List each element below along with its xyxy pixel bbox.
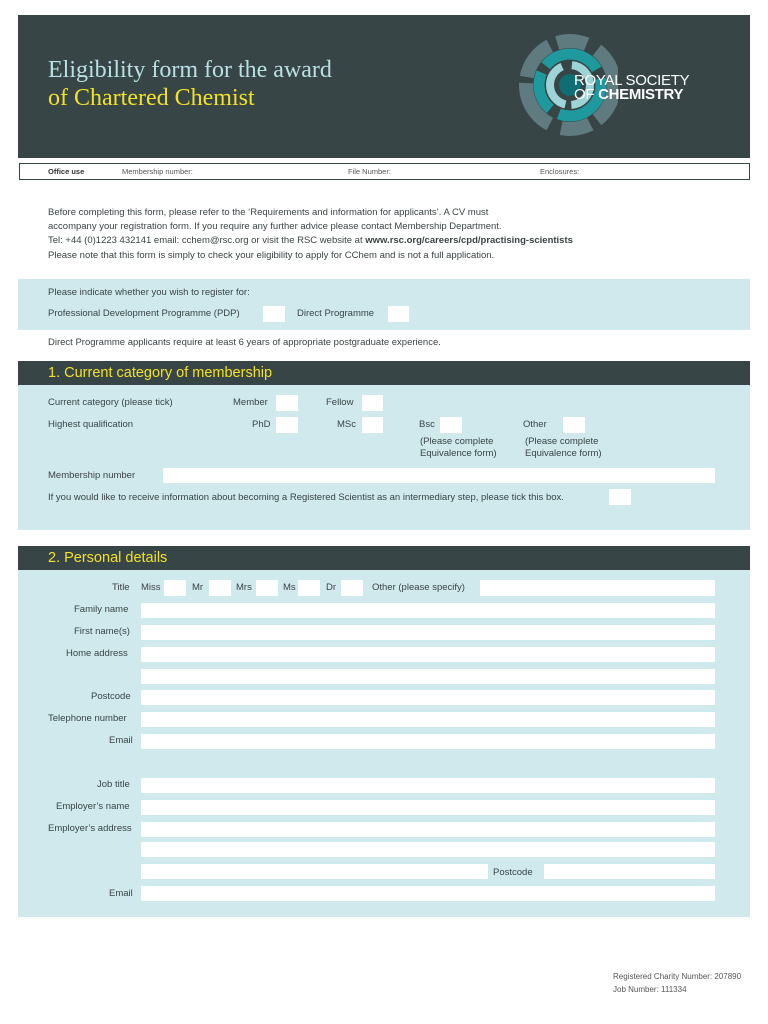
member-label: Member	[233, 397, 268, 408]
logo-text-line1: ROYAL SOCIETY	[574, 72, 690, 89]
office-enclosures-label: Enclosures:	[540, 167, 580, 176]
mrs-label: Mrs	[236, 582, 252, 593]
ms-checkbox[interactable]	[298, 580, 320, 596]
category-label: Current category (please tick)	[48, 397, 173, 408]
pdp-label: Professional Development Programme (PDP)	[48, 308, 240, 319]
section2-title: 2. Personal details	[48, 550, 168, 566]
section1-title: 1. Current category of membership	[48, 365, 273, 381]
telephone-label: Telephone number	[48, 713, 127, 724]
job-title-label: Job title	[97, 779, 130, 790]
direct-checkbox[interactable]	[388, 306, 409, 322]
member-checkbox[interactable]	[276, 395, 298, 411]
other-note-line2: Equivalence form)	[525, 448, 602, 459]
membership-number-label: Membership number	[48, 470, 136, 481]
miss-label: Miss	[141, 582, 161, 593]
registered-scientist-label: If you would like to receive information about becoming a Registered Scientist as an intermediary step, please tick this box.	[48, 492, 564, 503]
mr-label: Mr	[192, 582, 204, 593]
miss-checkbox[interactable]	[164, 580, 186, 596]
msc-checkbox[interactable]	[362, 417, 383, 433]
office-use-bar	[19, 163, 750, 180]
bsc-label: Bsc	[419, 419, 435, 430]
bsc-note-line2: Equivalence form)	[420, 448, 497, 459]
postcode-field[interactable]	[141, 690, 715, 705]
employer-name-field[interactable]	[141, 800, 715, 815]
qualification-label: Highest qualification	[48, 419, 134, 430]
fellow-checkbox[interactable]	[362, 395, 383, 411]
telephone-field[interactable]	[141, 712, 715, 727]
title-other-label: Other (please specify)	[372, 582, 465, 593]
home-address-label: Home address	[66, 648, 128, 659]
family-name-label: Family name	[74, 604, 129, 615]
intro-line3	[48, 235, 573, 246]
bsc-note-line1: (Please complete	[420, 436, 494, 447]
logo-text-chemistry: CHEMISTRY	[598, 86, 684, 103]
employer-address-field-2[interactable]	[141, 842, 715, 857]
section2-header	[18, 546, 750, 570]
email-field[interactable]	[141, 734, 715, 749]
mrs-checkbox[interactable]	[256, 580, 278, 596]
title-other-field[interactable]	[480, 580, 715, 596]
intro-line4: Please note that this form is simply to check your eligibility to apply for CChem and is not a full application.	[48, 250, 495, 261]
employer-postcode-field[interactable]	[544, 864, 715, 879]
employer-postcode-label: Postcode	[493, 867, 533, 878]
office-membership-label: Membership number:	[122, 167, 193, 176]
intro-line2: accompany your registration form. If you require any further advice please contact Membership Department.	[48, 221, 502, 232]
msc-label: MSc	[337, 419, 356, 430]
form-title-line2: of Chartered Chemist	[48, 85, 255, 111]
phd-checkbox[interactable]	[276, 417, 298, 433]
charity-number: Registered Charity Number: 207890	[613, 972, 742, 981]
logo-text-of: OF	[574, 86, 599, 103]
ms-label: Ms	[283, 582, 296, 593]
employer-address-field-1[interactable]	[141, 822, 715, 837]
intro-tel: Tel: +44 (0)1223 432141	[48, 235, 152, 246]
office-file-label: File Number:	[348, 167, 391, 176]
postcode-label: Postcode	[91, 691, 131, 702]
intro-email: email: cchem@rsc.org or visit the RSC website at	[151, 235, 366, 246]
email-label: Email	[109, 735, 133, 746]
home-address-field-2[interactable]	[141, 669, 715, 684]
dr-checkbox[interactable]	[341, 580, 363, 596]
title-label: Title	[112, 582, 130, 593]
intro-line1: Before completing this form, please refer to the ‘Requirements and information for applicants’. A CV must	[48, 207, 489, 218]
other-note-line1: (Please complete	[525, 436, 599, 447]
other-checkbox[interactable]	[563, 417, 585, 433]
employer-address-label: Employer’s address	[48, 823, 132, 834]
logo-text-line2	[574, 86, 683, 103]
intro-website-link[interactable]: www.rsc.org/careers/cpd/practising-scientists	[365, 235, 573, 246]
register-prompt: Please indicate whether you wish to register for:	[48, 287, 250, 298]
form-title-line1: Eligibility form for the award	[48, 57, 332, 83]
employer-address-field-3[interactable]	[141, 864, 488, 879]
fellow-label: Fellow	[326, 397, 354, 408]
membership-number-field[interactable]	[163, 468, 715, 483]
section1-header	[18, 361, 750, 385]
dr-label: Dr	[326, 582, 337, 593]
registered-scientist-checkbox[interactable]	[609, 489, 631, 505]
first-names-field[interactable]	[141, 625, 715, 640]
office-use-label: Office use	[48, 167, 85, 176]
other-label: Other	[523, 419, 547, 430]
first-names-label: First name(s)	[74, 626, 130, 637]
family-name-field[interactable]	[141, 603, 715, 618]
employer-name-label: Employer’s name	[56, 801, 130, 812]
job-number: Job Number: 111334	[613, 985, 687, 994]
bsc-checkbox[interactable]	[440, 417, 462, 433]
employer-email-field[interactable]	[141, 886, 715, 901]
job-title-field[interactable]	[141, 778, 715, 793]
home-address-field-1[interactable]	[141, 647, 715, 662]
mr-checkbox[interactable]	[209, 580, 231, 596]
direct-label: Direct Programme	[297, 308, 375, 319]
employer-email-label: Email	[109, 888, 133, 899]
pdp-checkbox[interactable]	[263, 306, 285, 322]
phd-label: PhD	[252, 419, 271, 430]
register-note: Direct Programme applicants require at least 6 years of appropriate postgraduate experience.	[48, 337, 441, 348]
